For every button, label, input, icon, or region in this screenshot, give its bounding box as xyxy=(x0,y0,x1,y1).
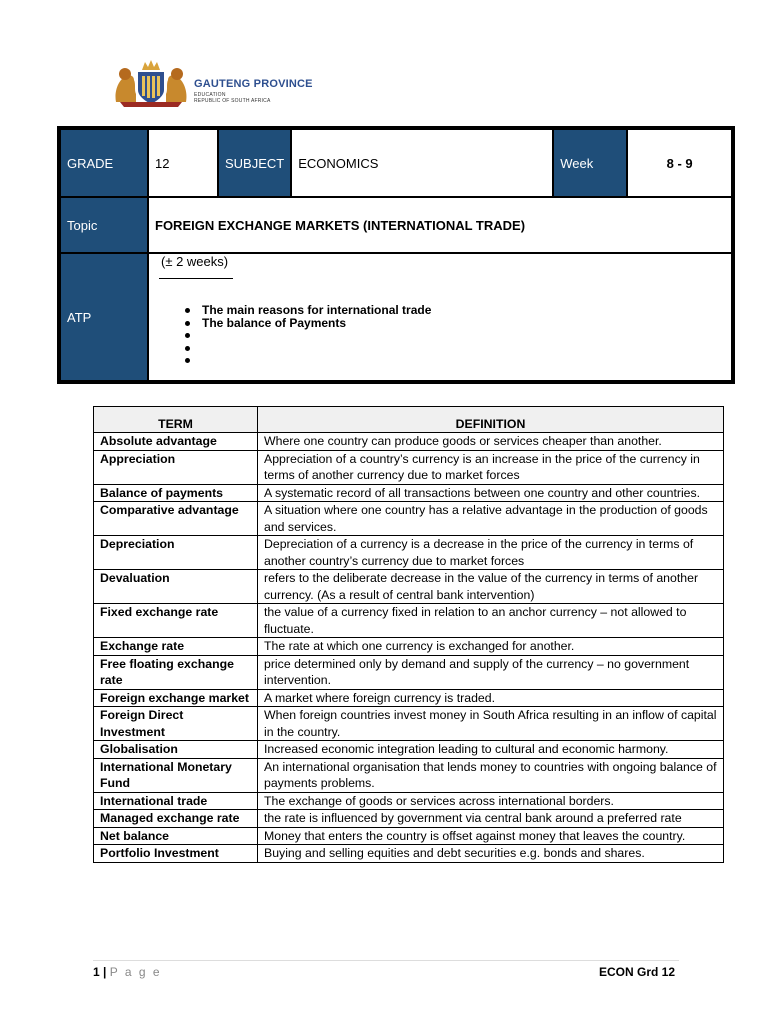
definition-cell: An international organisation that lends money to countries with ongoing balance of payments problems. xyxy=(258,758,724,792)
table-row xyxy=(94,845,724,863)
term-cell: Managed exchange rate xyxy=(94,810,258,828)
footer-divider xyxy=(93,960,679,961)
footer-course-label: ECON Grd 12 xyxy=(599,965,676,979)
definition-cell: The exchange of goods or services across international borders. xyxy=(258,792,724,810)
week-label: Week xyxy=(553,129,627,197)
logo-sub-country: REPUBLIC OF SOUTH AFRICA xyxy=(194,98,271,104)
term-cell: Net balance xyxy=(94,827,258,845)
table-row xyxy=(94,433,724,451)
logo-sub-education: EDUCATION xyxy=(194,92,226,98)
terms-header-row xyxy=(94,407,724,433)
subject-value: ECONOMICS xyxy=(291,129,553,197)
atp-item xyxy=(185,342,431,355)
table-row xyxy=(94,758,724,792)
term-cell: Portfolio Investment xyxy=(94,845,258,863)
terms-table xyxy=(93,406,724,863)
definition-cell: When foreign countries invest money in South Africa resulting in an inflow of capital in the country. xyxy=(258,707,724,741)
grade-label: GRADE xyxy=(60,129,148,197)
term-cell: Exchange rate xyxy=(94,638,258,656)
term-cell: International trade xyxy=(94,792,258,810)
term-cell: Foreign Direct Investment xyxy=(94,707,258,741)
term-cell: Fixed exchange rate xyxy=(94,604,258,638)
table-row xyxy=(94,450,724,484)
term-cell: Devaluation xyxy=(94,570,258,604)
definition-cell: A situation where one country has a relative advantage in the production of goods and services. xyxy=(258,502,724,536)
atp-item: The balance of Payments xyxy=(185,317,431,330)
atp-item xyxy=(185,354,431,367)
grade-value: 12 xyxy=(148,129,218,197)
table-row xyxy=(94,792,724,810)
info-row-atp xyxy=(60,253,732,381)
term-cell: International Monetary Fund xyxy=(94,758,258,792)
definition-cell: A market where foreign currency is traded. xyxy=(258,689,724,707)
table-row xyxy=(94,689,724,707)
header-definition: DEFINITION xyxy=(258,407,724,433)
definition-cell: Where one country can produce goods or services cheaper than another. xyxy=(258,433,724,451)
table-row xyxy=(94,707,724,741)
topic-label: Topic xyxy=(60,197,148,253)
term-cell: Globalisation xyxy=(94,741,258,759)
table-row xyxy=(94,655,724,689)
table-row xyxy=(94,570,724,604)
gauteng-logo xyxy=(112,58,332,110)
terms-body xyxy=(94,433,724,863)
subject-label: SUBJECT xyxy=(218,129,291,197)
definition-cell: Increased economic integration leading to cultural and economic harmony. xyxy=(258,741,724,759)
topic-value: FOREIGN EXCHANGE MARKETS (INTERNATIONAL TRADE) xyxy=(148,197,732,253)
atp-item xyxy=(185,329,431,342)
table-row xyxy=(94,536,724,570)
atp-divider xyxy=(159,278,233,279)
table-row xyxy=(94,484,724,502)
table-row xyxy=(94,502,724,536)
term-cell: Comparative advantage xyxy=(94,502,258,536)
table-row xyxy=(94,604,724,638)
info-row-topic xyxy=(60,197,732,253)
atp-weeks: (± 2 weeks) xyxy=(161,254,229,269)
definition-cell: price determined only by demand and supply of the currency – no government intervention. xyxy=(258,655,724,689)
term-cell: Balance of payments xyxy=(94,484,258,502)
footer-page-indicator xyxy=(93,965,162,979)
coat-of-arms-icon xyxy=(112,58,190,108)
atp-content xyxy=(148,253,732,381)
term-cell: Free floating exchange rate xyxy=(94,655,258,689)
logo-brand-text: GAUTENG PROVINCE xyxy=(194,78,313,90)
definition-cell: Appreciation of a country’s currency is an increase in the price of the currency in terms of another currency due to market forces xyxy=(258,450,724,484)
table-row xyxy=(94,638,724,656)
page-number: 1 xyxy=(93,965,100,979)
term-cell: Appreciation xyxy=(94,450,258,484)
definition-cell: A systematic record of all transactions between one country and other countries. xyxy=(258,484,724,502)
table-row xyxy=(94,827,724,845)
info-row-grade xyxy=(60,129,732,197)
page-separator: | xyxy=(103,965,107,979)
header-term: TERM xyxy=(94,407,258,433)
term-cell: Depreciation xyxy=(94,536,258,570)
definition-cell: the value of a currency fixed in relation to an anchor currency – not allowed to fluctuate. xyxy=(258,604,724,638)
definition-cell: The rate at which one currency is exchanged for another. xyxy=(258,638,724,656)
definition-cell: Money that enters the country is offset against money that leaves the country. xyxy=(258,827,724,845)
page-label: P a g e xyxy=(109,965,162,979)
definition-cell: Buying and selling equities and debt securities e.g. bonds and shares. xyxy=(258,845,724,863)
lesson-info-table xyxy=(57,126,735,384)
week-value: 8 - 9 xyxy=(627,129,732,197)
definition-cell: Depreciation of a currency is a decrease in the price of the currency in terms of another country’s currency due to market forces xyxy=(258,536,724,570)
atp-list xyxy=(185,304,431,367)
table-row xyxy=(94,810,724,828)
definition-cell: refers to the deliberate decrease in the value of the currency in terms of another currency. (As a result of central bank intervention) xyxy=(258,570,724,604)
table-row xyxy=(94,741,724,759)
atp-label: ATP xyxy=(60,253,148,381)
definition-cell: the rate is influenced by government via central bank around a preferred rate xyxy=(258,810,724,828)
atp-item: The main reasons for international trade xyxy=(185,304,431,317)
term-cell: Foreign exchange market xyxy=(94,689,258,707)
term-cell: Absolute advantage xyxy=(94,433,258,451)
